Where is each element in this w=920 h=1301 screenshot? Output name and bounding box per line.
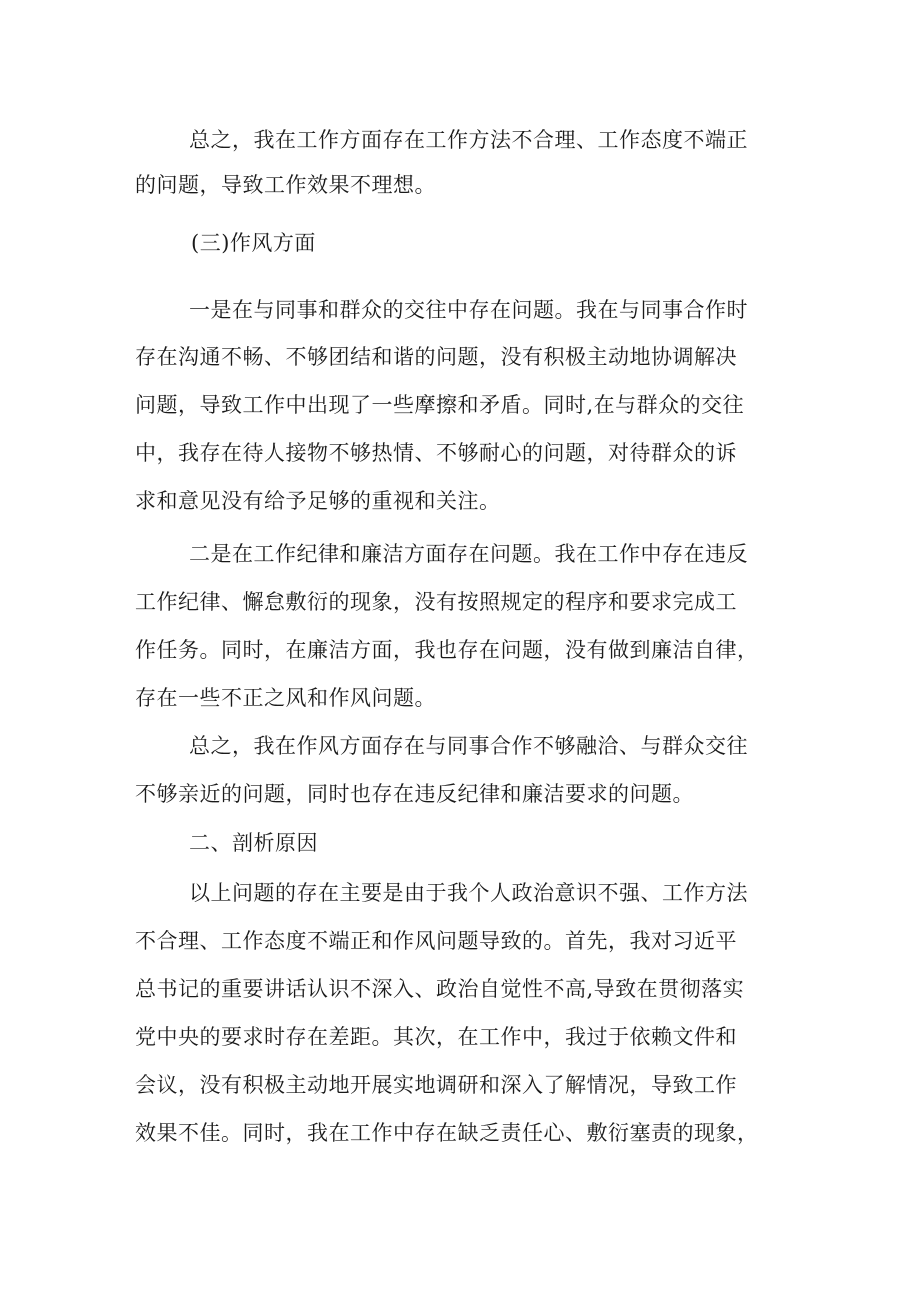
text-line: 总之，我在工作方面存在工作方法不合理、工作态度不端正 [189,128,748,152]
text-line: 的问题，导致工作效果不理想。 [135,173,436,197]
text-line: 不合理、工作态度不端正和作风问题导致的。首先，我对习近平 [135,929,737,953]
text-line: 不够亲近的问题，同时也存在违反纪律和廉洁要求的问题。 [135,782,694,806]
text-line: 问题，导致工作中出现了一些摩擦和矛盾。同时,在与群众的交往 [135,393,745,417]
text-line: 一是在与同事和群众的交往中存在问题。我在与同事合作时 [189,298,748,322]
text-line: 总书记的重要讲话认识不深入、政治自觉性不高,导致在贯彻落实 [135,977,745,1001]
text-line: 效果不佳。同时，我在工作中存在缺乏责任心、敷衍塞责的现象， [135,1121,759,1145]
text-line: 党中央的要求时存在差距。其次，在工作中，我过于依赖文件和 [135,1025,737,1049]
text-line: 会议，没有积极主动地开展实地调研和深入了解情况，导致工作 [135,1073,737,1097]
text-line: 作任务。同时，在廉洁方面，我也存在问题，没有做到廉洁自律， [135,638,759,662]
text-line: 中，我存在待人接物不够热情、不够耐心的问题，对待群众的诉 [135,441,737,465]
text-line: 以上问题的存在主要是由于我个人政治意识不强、工作方法 [189,881,748,905]
text-line: 存在一些不正之风和作风问题。 [135,686,436,710]
section-heading: (三)作风方面 [191,231,316,255]
text-line: 存在沟通不畅、不够团结和谐的问题，没有积极主动地协调解决 [135,345,737,369]
text-line: 二是在工作纪律和廉洁方面存在问题。我在工作中存在违反 [189,542,748,566]
text-line: 总之，我在作风方面存在与同事合作不够融洽、与群众交往 [189,734,748,758]
section-heading: 二、剖析原因 [189,831,318,855]
text-line: 求和意见没有给予足够的重视和关注。 [135,489,501,513]
text-line: 工作纪律、懈怠敷衍的现象，没有按照规定的程序和要求完成工 [135,590,737,614]
